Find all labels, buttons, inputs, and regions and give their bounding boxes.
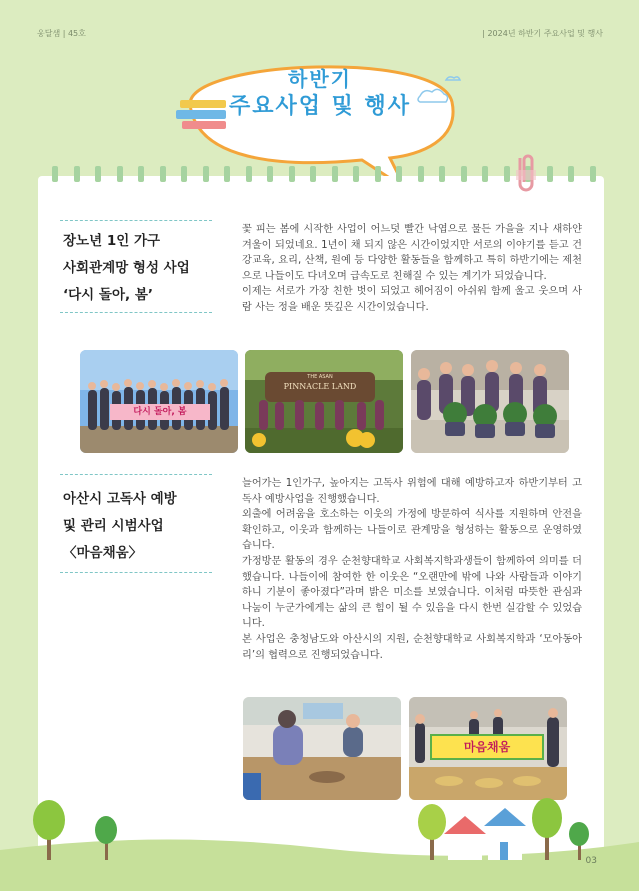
title-line2: 주요사업 및 행사 (228, 94, 412, 119)
binder-ring (289, 166, 295, 182)
section2-body (242, 476, 582, 663)
paperclip-icon (512, 152, 540, 192)
section1-divider-bottom (60, 312, 212, 313)
binder-ring (353, 166, 359, 182)
page-title (200, 66, 440, 122)
binder-ring (482, 166, 488, 182)
section2-divider-top (60, 474, 212, 475)
section2-title (63, 486, 177, 567)
binder-ring (95, 166, 101, 182)
photo-pottery (243, 697, 401, 800)
binder-ring (267, 166, 273, 182)
binder-ring (181, 166, 187, 182)
house-icon (444, 808, 526, 860)
photo-banner-text: 다시 돌아, 봄 (133, 407, 187, 417)
binder-ring (52, 166, 58, 182)
section2-divider-bottom (60, 572, 212, 573)
bottom-decoration (0, 790, 639, 891)
title-line1: 하반기 (288, 67, 352, 91)
binder-ring (160, 166, 166, 182)
binder-ring (439, 166, 445, 182)
paragraph: 이제는 서로가 가장 친한 벗이 되었고 헤어짐이 아쉬워 함께 울고 웃으며 사람 사는 정을 배운 뜻깊은 시간이었습니다. (242, 286, 582, 313)
binder-ring (590, 166, 596, 182)
binder-ring (74, 166, 80, 182)
paragraph: 가정방문 활동의 경우 순천향대학교 사회복지학과생들이 함께하여 의미를 더했습니다. 나들이에 참여한 한 이웃은 “오랜만에 밖에 나와 사람들과 이야기하니 기분이 좋아졌다”라며 밝은 미소를 보였습니다. 이처럼 따뜻한 관심과 나눔이 누군가에게는 삶의 큰 힘이 될 수 있음을 다시 한번 실감할 수 있었습니다. (242, 555, 582, 630)
section2-title-line: 〈마음채움〉 (63, 545, 143, 561)
paragraph: 늘어가는 1인가구, 높아지는 고독사 위험에 대해 예방하고자 하반기부터 고독사 예방사업을 진행했습니다. (242, 478, 582, 505)
binder-ring (332, 166, 338, 182)
section1-title-line: ‘다시 돌아, 봄’ (63, 287, 153, 303)
section1-title (63, 228, 190, 309)
binder-ring (138, 166, 144, 182)
section1-title-line: 사회관계망 형성 사업 (63, 260, 190, 276)
paragraph: 꽃 피는 봄에 시작한 사업이 어느덧 빨간 낙엽으로 물든 가을을 지나 새하얀 겨울이 되었네요. 1년이 채 되지 않은 시간이었지만 서로의 이야기를 듣고 건강교육, 요리, 산책, 원예 등 다양한 활동들을 함께하고 특히 하반기에는 제천으로 나들이도 다녀오며 급속도로 친해질 수 있는 계기가 되었습니다. (242, 224, 582, 282)
paragraph: 외출에 어려움을 호소하는 이웃의 가정에 방문하여 식사를 지원하며 안전을 확인하고, 이웃과 함께하는 나들이로 관계망을 형성하는 활동으로 운영하였습니다. (242, 509, 582, 552)
header-left: 웅달샘 | 45호 (37, 29, 86, 38)
header-right: | 2024년 하반기 주요사업 및 행사 (482, 29, 603, 38)
paragraph: 본 사업은 충청남도와 아산시의 지원, 순천향대학교 사회복지학과 ‘모아동아리’의 협력으로 진행되었습니다. (242, 633, 582, 661)
binder-ring (224, 166, 230, 182)
binder-ring (418, 166, 424, 182)
section2-title-line: 및 관리 시범사업 (63, 518, 164, 534)
binder-ring (375, 166, 381, 182)
binder-ring (504, 166, 510, 182)
section1-title-line: 장노년 1인 가구 (63, 233, 161, 249)
binder-ring (568, 166, 574, 182)
photo-gardening (411, 350, 569, 453)
section1-divider-top (60, 220, 212, 221)
binder-ring (246, 166, 252, 182)
binder-ring (461, 166, 467, 182)
section1-body (242, 222, 582, 316)
section2-title-line: 아산시 고독사 예방 (63, 491, 177, 507)
binder-ring (310, 166, 316, 182)
photo-group-banner (80, 350, 238, 453)
page-number: 03 (585, 856, 597, 866)
binder-ring (203, 166, 209, 182)
photo-pinnacle-land (245, 350, 403, 453)
photo-banner-text: 마음채움 (463, 740, 511, 754)
binder-ring (547, 166, 553, 182)
binder-ring (117, 166, 123, 182)
photo-sign-text: PINNACLE LAND (283, 382, 357, 391)
photo-maeumchaeum-banner (409, 697, 567, 800)
photo-sign-small: THE ASAN (307, 374, 333, 380)
binder-ring (396, 166, 402, 182)
